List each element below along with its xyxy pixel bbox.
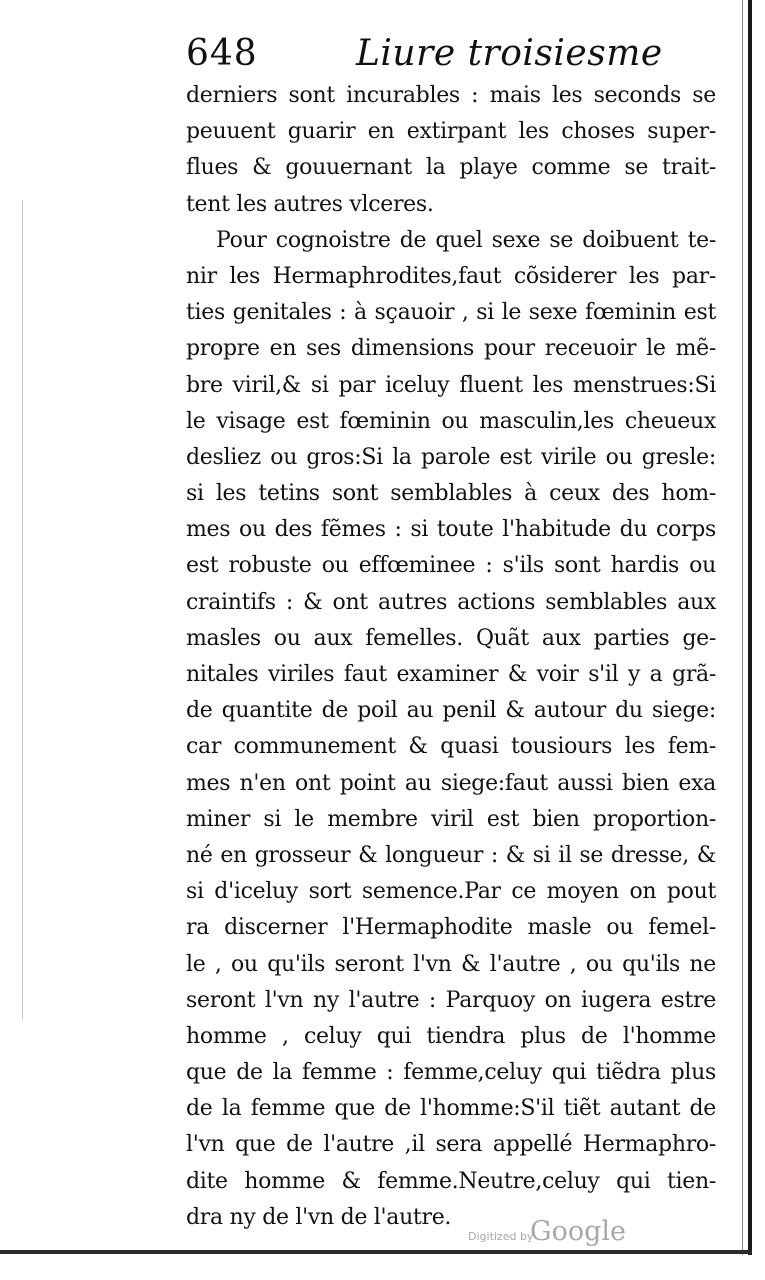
text-line: si d'iceluy sort semence.Par ce moyen on pout	[186, 879, 716, 905]
text-line: car communement & quasi tousiours les fem-	[186, 734, 716, 760]
page-header	[186, 26, 706, 86]
text-line: propre en ses dimensions pour receuoir le mẽ-	[186, 336, 716, 362]
text-line: miner si le membre viril est bien proportion-	[186, 806, 716, 832]
text-line: dite homme & femme.Neutre,celuy qui tien-	[186, 1168, 716, 1194]
body-text	[186, 78, 716, 1236]
text-line: le visage est fœminin ou masculin,les cheueux	[186, 408, 716, 434]
text-line: si les tetins sont semblables à ceux des hom-	[186, 481, 716, 507]
paragraph-start-line: Pour cognoistre de quel sexe se doibuent te-	[216, 227, 716, 253]
text-line: desliez ou gros:Si la parole est virile ou gresle:	[186, 444, 716, 470]
text-line: nir les Hermaphrodites,faut cõsiderer les par-	[186, 263, 716, 289]
text-line: flues & gouuernant la playe comme se trait-	[186, 155, 716, 181]
text-line: peuuent guarir en extirpant les choses super-	[186, 119, 716, 145]
text-line: le , ou qu'ils seront l'vn & l'autre , ou qu'ils ne	[186, 951, 716, 977]
page-gutter-shadow	[22, 200, 23, 1020]
text-line: de la femme que de l'homme:S'il tiẽt autant de	[186, 1096, 716, 1122]
text-line: né en grosseur & longueur : & si il se dresse, &	[186, 842, 716, 868]
text-line: l'vn que de l'autre ,il sera appellé Hermaphro-	[186, 1132, 716, 1158]
text-line: ra discerner l'Hermaphodite masle ou femel-	[186, 915, 716, 941]
text-line: nitales viriles faut examiner & voir s'il y a grã-	[186, 662, 716, 687]
google-logo: Google	[530, 1216, 626, 1247]
page-edge-line	[742, 0, 743, 1255]
text-line: mes n'en ont point au siege:faut aussi bien exa	[186, 770, 716, 796]
text-line: homme , celuy qui tiendra plus de l'homme	[186, 1023, 716, 1049]
text-line: mes ou des fẽmes : si toute l'habitude du corps	[186, 517, 716, 543]
text-line: craintifs : & ont autres actions semblables aux	[186, 589, 716, 615]
text-line: seront l'vn ny l'autre : Parquoy on iugera estre	[186, 987, 716, 1013]
text-line: masles ou aux femelles. Quãt aux parties ge-	[186, 625, 716, 651]
running-head: Liure troisiesme	[356, 33, 663, 74]
text-line: que de la femme : femme,celuy qui tiẽdra plus	[186, 1060, 716, 1086]
text-line: tent les autres vlceres.	[186, 191, 434, 217]
text-line: dra ny de l'vn de l'autre.	[186, 1204, 452, 1230]
page-right-edge	[748, 0, 752, 1255]
page-bottom-edge	[0, 1250, 752, 1254]
text-line: ties genitales : à sçauoir , si le sexe fœminin est	[186, 300, 716, 326]
text-line: est robuste ou effœminee : s'ils sont hardis ou	[186, 553, 716, 579]
text-line: de quantite de poil au penil & autour du siege:	[186, 698, 716, 724]
page-number: 648	[186, 33, 258, 74]
digitized-by-label: Digitized by	[468, 1230, 534, 1243]
text-line: derniers sont incurables : mais les seconds se	[186, 83, 716, 108]
text-line: bre viril,& si par iceluy fluent les menstrues:Si	[186, 372, 716, 398]
